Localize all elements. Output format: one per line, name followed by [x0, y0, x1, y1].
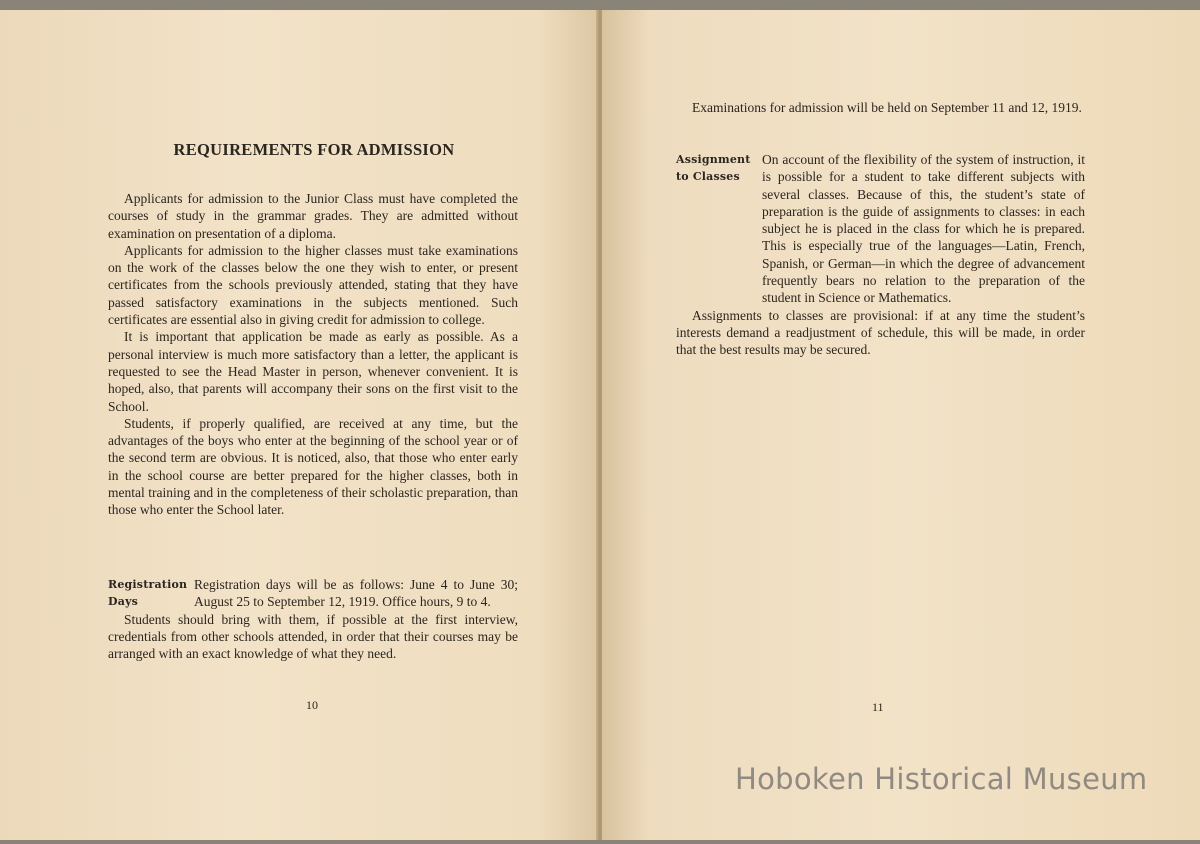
page-title: REQUIREMENTS FOR ADMISSION [173, 140, 455, 159]
paragraph: Students, if properly qualified, are received at any time, but the advantages of the boys who enter at the beginning of the school year or of the second term are obvious. It is noticed, also, that those who enter early in the school course are better prepared for the higher classes, both in mental training and in the completeness of their scholastic preparation, than those who enter the School later. [108, 415, 518, 518]
book-spread [0, 10, 1200, 840]
assignment-side-heading: Assignment to Classes [676, 153, 751, 184]
admission-text [108, 190, 518, 519]
page-number: 11 [872, 700, 884, 714]
assignment-text: On account of the flexibility of the system of instruction, it is possible for a student to take different subjects with several classes. Because of this, the student’s state of preparation is the guide of assignments to classes: in each subject he is placed in the class for which he is prepared. This is especially true of the languages—Latin, French, Spanish, or German—in which the degree of advancement frequently bears no relation to the preparation of the student in Science or Mathematics. [762, 152, 1085, 306]
right-page [602, 10, 1200, 840]
left-page [0, 10, 598, 840]
paragraph: Applicants for admission to the Junior Class must have completed the courses of study in the grammar grades. They are admitted without examination on presentation of a diploma. [108, 191, 518, 241]
museum-watermark: Hoboken Historical Museum [735, 762, 1148, 796]
registration-side-heading: Registration Days [108, 578, 188, 609]
page-number: 10 [306, 698, 318, 712]
paragraph: Applicants for admission to the higher classes must take examinations on the work of the classes below the one they wish to enter, or present certificates from the schools previously attended, stating that they have passed satisfactory examinations in the subjects mentioned. Such certificates are essential also in giving credit for admission to college. [108, 242, 518, 328]
paragraph: Students should bring with them, if possible at the first interview, credentials from other schools attended, in order that their courses may be arranged with an exact knowledge of what they need. [108, 611, 518, 662]
registration-section [108, 576, 518, 662]
paragraph: Examinations for admission will be held on September 11 and 12, 1919. [692, 100, 1082, 115]
paragraph: It is important that application be made as early as possible. As a personal interview is much more satisfactory than a letter, the applicant is requested to see the Head Master in person, whenever convenient. It is hoped, also, that parents will accompany their sons on the first visit to the School. [108, 329, 518, 414]
examinations-text [676, 99, 1085, 116]
paragraph: Assignments to classes are provisional: if at any time the student’s interests demand a readjustment of schedule, this will be made, in order that the best results may be secured. [676, 307, 1085, 358]
registration-text: Registration days will be as follows: June 4 to June 30; August 25 to September 12, 1919. Office hours, 9 to 4. [194, 577, 518, 610]
assignment-section [676, 151, 1085, 359]
